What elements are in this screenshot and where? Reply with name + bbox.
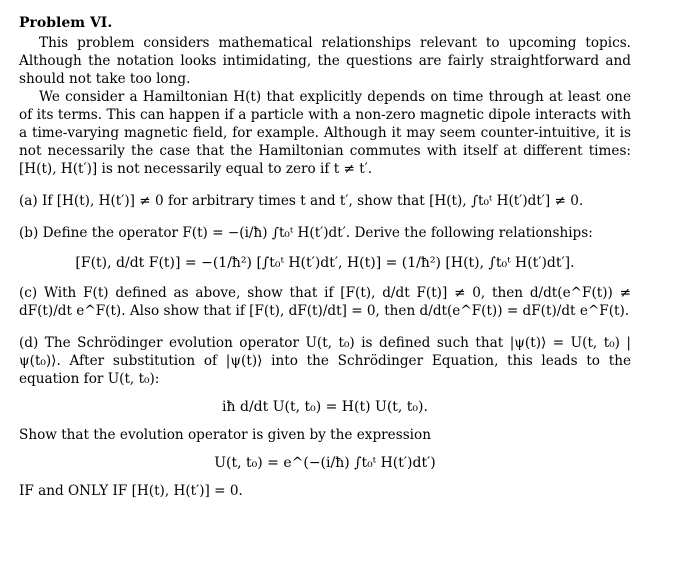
- problem-page: [19, 14, 631, 500]
- intro-paragraph-2: [19, 88, 631, 178]
- equation-d-text: iħ d/dt U(t, t₀) = H(t) U(t, t₀).: [222, 399, 428, 415]
- problem-title: Problem VI.: [19, 15, 113, 31]
- part-b-text: (b) Define the operator F(t) = −(i/ħ) ∫t₀ᵗ H(t′)dt′. Derive the following relationships:: [19, 225, 593, 241]
- equation-d: [19, 398, 631, 416]
- equation-b-text: [F(t), d/dt F(t)] = −(1/ħ²) [∫t₀ᵗ H(t′)dt′, H(t)] = (1/ħ²) [H(t), ∫t₀ᵗ H(t′)dt′].: [75, 255, 575, 271]
- final-line-text: IF and ONLY IF [H(t), H(t′)] = 0.: [19, 483, 243, 499]
- part-c: [19, 284, 631, 320]
- equation-u-text: U(t, t₀) = e^(−(i/ħ) ∫t₀ᵗ H(t′)dt′): [214, 455, 436, 471]
- show-text: [19, 426, 631, 444]
- equation-u: [19, 454, 631, 472]
- show-text-content: Show that the evolution operator is given by the expression: [19, 427, 431, 443]
- part-b: [19, 224, 631, 242]
- part-c-text: (c) With F(t) defined as above, show that if [F(t), d/dt F(t)] ≠ 0, then d/dt(e^F(t)) ≠ dF(t)/dt e^F(t). Also show that if [F(t), dF(t)/dt] = 0, then d/dt(e^F(t)) = dF(t)/dt e^F(t).: [19, 285, 631, 319]
- intro-paragraph-1: [19, 34, 631, 88]
- part-a-text: (a) If [H(t), H(t′)] ≠ 0 for arbitrary times t and t′, show that [H(t), ∫t₀ᵗ H(t′)dt′] ≠ 0.: [19, 193, 584, 209]
- part-d-text: (d) The Schrödinger evolution operator U(t, t₀) is defined such that |ψ(t)⟩ = U(t, t₀) |ψ(t₀)⟩. After substitution of |ψ(t)⟩ into the Schrödinger Equation, this leads to the equation for U(t, t₀):: [19, 335, 631, 387]
- final-line: [19, 482, 631, 500]
- intro-p2-text: We consider a Hamiltonian H(t) that explicitly depends on time through at least one of its terms. This can happen if a particle with a non-zero magnetic dipole interacts with a time-varying magnetic field, for example. Although it may seem counter-intuitive, it is not necessarily the case that the Hamiltonian commutes with itself at different times: [H(t), H(t′)] is not necessarily equal to zero if t ≠ t′.: [19, 89, 631, 177]
- part-d: [19, 334, 631, 388]
- equation-b: [19, 254, 631, 272]
- part-a: [19, 192, 631, 210]
- intro-p1-text: This problem considers mathematical relationships relevant to upcoming topics. Although the notation looks intimidating, the questions are fairly straightforward and should not take too long.: [19, 35, 631, 87]
